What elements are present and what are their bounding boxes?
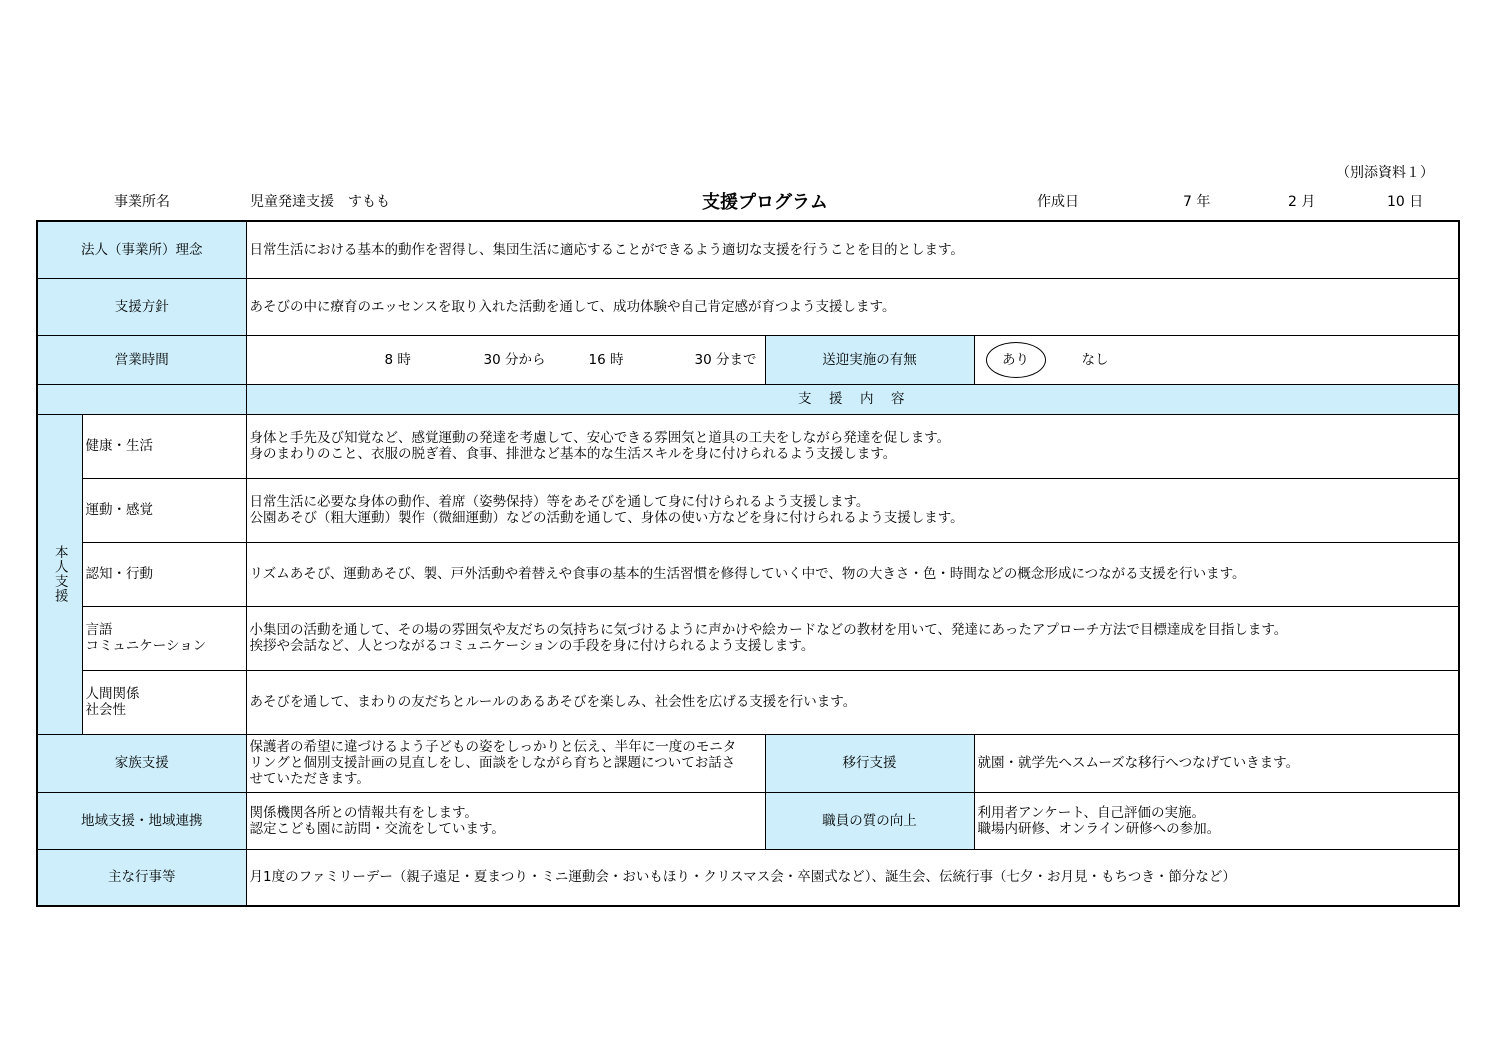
hours-values [246,335,765,384]
text-line: あそびを通して、まわりの友だちとルールのあるあそびを楽しみ、社会性を広げる支援を行います。 [249,694,857,710]
attachment-note: （別添資料１） [1336,165,1434,181]
support-program-table [36,220,1460,907]
label-line: 社会性 [85,702,126,718]
text-line: 公園あそび（粗大運動）製作（微細運動）などの活動を通して、身体の使い方などを身に付けられるよう支援します。 [249,510,964,526]
policy-text: あそびの中に療育のエッセンスを取り入れた活動を通して、成功体験や自己肯定感が育つよう支援します。 [246,278,1459,335]
personal-category-text [246,542,1459,606]
label-line: コミュニケーション [85,638,207,654]
created-month: 2 月 [1288,194,1316,210]
text-line: 小集団の活動を通して、その場の雰囲気や友だちの気持ちに気づけるように声かけや絵カードなどの教材を用いて、発達にあったアプローチ方法で目標達成を目指します。 [249,622,1288,638]
personal-category-label: 運動・感覚 [82,478,246,542]
personal-category-text [246,670,1459,734]
text-line: 身のまわりのこと、衣服の脱ぎ着、食事、排泄など基本的な生活スキルを身に付けられるよう支援します。 [249,446,897,462]
start-minute: 30 分から [483,351,546,368]
office-label: 事業所名 [114,194,170,210]
office-name: 児童発達支援 すもも [250,194,390,210]
text-line: リズムあそび、運動あそび、製、戸外活動や着替えや食事の基本的生活習慣を修得していく中で、物の大きさ・色・時間などの概念形成につながる支援を行います。 [249,566,1246,582]
text-line: せていただきます。 [249,771,370,787]
created-label: 作成日 [1037,194,1079,210]
text-line: 職場内研修、オンライン研修への参加。 [977,820,1221,837]
transport-option-yes-circled: あり [986,342,1046,378]
end-hour: 16 時 [588,351,624,368]
transport-option-no: なし [1081,351,1109,368]
personal-category-label [82,670,246,734]
personal-category-label [82,606,246,670]
text-line: 日常生活に必要な身体の動作、着席（姿勢保持）等をあそびを通して身に付けられるよう支援します。 [249,494,870,510]
personal-category-label: 健康・生活 [82,414,246,478]
transition-support-label: 移行支援 [765,734,974,792]
philosophy-label: 法人（事業所）理念 [37,221,246,278]
personal-support-label: 本人支援 [37,414,82,734]
transport-label: 送迎実施の有無 [765,335,974,384]
philosophy-row [37,221,1459,278]
personal-category-label: 認知・行動 [82,542,246,606]
staff-quality-label: 職員の質の向上 [765,792,974,849]
events-row [37,849,1459,906]
text-line: 挨拶や会話など、人とつながるコミュニケーションの手段を身に付けられるよう支援します。 [249,638,815,654]
personal-category-text [246,414,1459,478]
text-line: 身体と手先及び知覚など、感覚運動の発達を考慮して、安心できる雰囲気と道具の工夫をしながら発達を促します。 [249,430,951,446]
family-support-label: 家族支援 [37,734,246,792]
label-line: 人間関係 [85,686,140,702]
policy-row [37,278,1459,335]
family-support-text [246,734,765,792]
community-support-text [246,792,765,849]
content-header-row [37,384,1459,414]
created-year: 7 年 [1183,194,1211,210]
start-hour: 8 時 [384,351,411,368]
personal-row-language [37,606,1459,670]
community-staff-row [37,792,1459,849]
created-day: 10 日 [1387,194,1424,210]
label-line: 言語 [85,622,113,638]
transition-support-text: 就園・就学先へスムーズな移行へつなげていきます。 [974,734,1459,792]
end-minute: 30 分まで [694,351,757,368]
philosophy-text: 日常生活における基本的動作を習得し、集団生活に適応することができるよう適切な支援を行うことを目的とします。 [246,221,1459,278]
personal-row-health [37,414,1459,478]
page-title: 支援プログラム [702,192,828,213]
personal-row-motor [37,478,1459,542]
policy-label: 支援方針 [37,278,246,335]
family-transition-row [37,734,1459,792]
hours-row [37,335,1459,384]
content-header-blank [37,384,246,414]
hours-label: 営業時間 [37,335,246,384]
text-line: 利用者アンケート、自己評価の実施。 [977,804,1205,821]
text-line: リングと個別支援計画の見直しをし、面談をしながら育ちと課題についてお話さ [249,755,736,771]
personal-row-social [37,670,1459,734]
personal-category-text [246,606,1459,670]
personal-category-text [246,478,1459,542]
events-label: 主な行事等 [37,849,246,906]
text-line: 保護者の希望に違づけるよう子どもの姿をしっかりと伝え、半年に一度のモニタ [249,739,737,755]
transport-options [974,335,1459,384]
content-header: 支 援 内 容 [246,384,1459,414]
community-support-label: 地域支援・地域連携 [37,792,246,849]
personal-row-cognition [37,542,1459,606]
events-text: 月1度のファミリーデー（親子遠足・夏まつり・ミニ運動会・おいもほり・クリスマス会・卒園式など）、誕生会、伝統行事（七夕・お月見・もちつき・節分など） [246,849,1459,906]
text-line: 認定こども園に訪問・交流をしています。 [249,820,505,837]
text-line: 関係機関各所との情報共有をします。 [249,804,478,821]
staff-quality-text [974,792,1459,849]
